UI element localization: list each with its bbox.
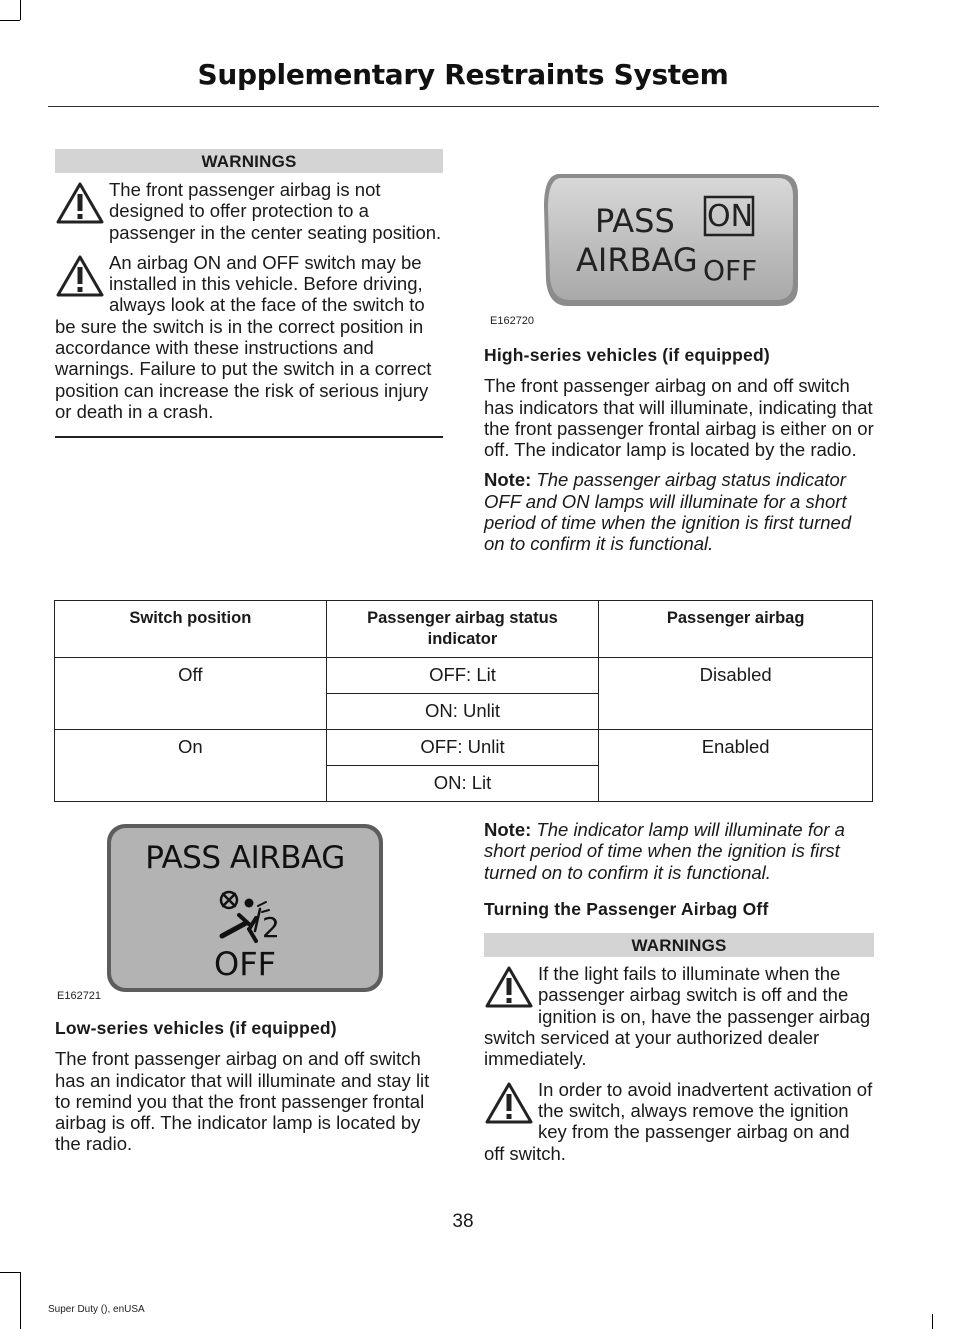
switch-panel-graphic bbox=[540, 170, 802, 310]
table-header-cell: Passenger airbag bbox=[599, 601, 873, 658]
section-heading: Low-series vehicles (if equipped) bbox=[55, 1018, 337, 1038]
table-cell: Off bbox=[55, 658, 327, 730]
note-paragraph bbox=[484, 469, 874, 554]
airbag-label: AIRBAG bbox=[576, 241, 698, 279]
body-text: The front passenger airbag on and off switch has indicators that will illuminate, indicating that the front passenger frontal airbag is either on or off. The indicator lamp is located by the radio. bbox=[484, 375, 874, 461]
note-text: The passenger airbag status indicator OFF and ON lamps will illuminate for a short period of time when the ignition is first turned on to confirm it is functional. bbox=[484, 469, 852, 555]
on-indicator-label: ON bbox=[707, 199, 754, 234]
warning-triangle-icon bbox=[55, 181, 105, 225]
table-header-row bbox=[55, 601, 873, 658]
note-text: The indicator lamp will illuminate for a short period of time when the ignition is first turned on to confirm it is functional. bbox=[484, 819, 845, 883]
table-header-cell: Passenger airbag status indicator bbox=[326, 601, 599, 658]
seat-number-label: 2 bbox=[262, 911, 280, 944]
left-warnings-box bbox=[55, 149, 443, 438]
table-cell: ON: Lit bbox=[326, 766, 599, 802]
warning-text: In order to avoid inadvertent activation of the switch, always remove the ignition key from the passenger airbag on and off switch. bbox=[484, 1078, 873, 1164]
warning-item bbox=[55, 252, 443, 422]
crop-mark bbox=[0, 1272, 20, 1273]
off-indicator-label: OFF bbox=[703, 254, 758, 287]
warning-triangle-icon bbox=[484, 965, 534, 1009]
note-label: Note: bbox=[484, 819, 532, 840]
table-header-cell: Switch position bbox=[55, 601, 327, 658]
warning-text: The front passenger airbag is not designed to offer protection to a passenger in the center seating position. bbox=[109, 179, 442, 243]
pass-airbag-indicator-image bbox=[106, 823, 384, 993]
low-series-section bbox=[55, 1018, 447, 1155]
pass-airbag-label: PASS AIRBAG bbox=[145, 840, 345, 876]
table-cell: ON: Unlit bbox=[326, 694, 599, 730]
warning-triangle-icon bbox=[55, 254, 105, 298]
crop-mark bbox=[20, 1272, 21, 1329]
table-row bbox=[55, 658, 873, 694]
footer-text: Super Duty (), enUSA bbox=[48, 1304, 145, 1315]
warning-text: An airbag ON and OFF switch may be installed in this vehicle. Before driving, always look at the face of the switch to be sure the switch is in the correct position in accordance with these instructions and warnings. Failure to put the switch in a correct position can increase the risk of serious injury or death in a crash. bbox=[55, 251, 432, 422]
header-divider bbox=[48, 106, 879, 107]
pass-airbag-switch-image bbox=[540, 170, 802, 310]
off-label: OFF bbox=[214, 945, 276, 983]
warning-text: If the light fails to illuminate when the passenger airbag switch is off and the ignition is on, have the passenger airbag switch serviced at your authorized dealer immediately. bbox=[484, 963, 871, 1070]
warning-item bbox=[484, 1079, 874, 1164]
table-row bbox=[55, 730, 873, 766]
right-lower-section bbox=[484, 819, 874, 1164]
image-code: E162720 bbox=[490, 315, 535, 327]
airbag-status-table bbox=[54, 600, 873, 802]
table-cell: On bbox=[55, 730, 327, 802]
note-label: Note: bbox=[484, 469, 532, 491]
page-number: 38 bbox=[452, 1211, 474, 1232]
warnings-heading: WARNINGS bbox=[484, 933, 874, 957]
warning-triangle-icon bbox=[484, 1081, 534, 1125]
table-cell: OFF: Unlit bbox=[326, 730, 599, 766]
table-cell: Disabled bbox=[599, 658, 873, 730]
warning-item bbox=[55, 179, 443, 243]
table-cell: Enabled bbox=[599, 730, 873, 802]
pass-label: PASS bbox=[595, 202, 675, 240]
image-code: E162721 bbox=[57, 990, 102, 1002]
page-title: Supplementary Restraints System bbox=[197, 58, 729, 91]
crop-mark bbox=[932, 1314, 933, 1329]
crop-mark bbox=[20, 0, 21, 20]
section-heading: Turning the Passenger Airbag Off bbox=[484, 898, 769, 919]
warning-item bbox=[484, 963, 874, 1069]
warnings-end-rule bbox=[55, 436, 443, 438]
body-text: The front passenger airbag on and off switch has an indicator that will illuminate and stay lit to remind you that the front passenger frontal airbag is off. The indicator lamp is located by the radio. bbox=[55, 1048, 430, 1155]
table-cell: OFF: Lit bbox=[326, 658, 599, 694]
note-paragraph bbox=[484, 819, 874, 883]
high-series-section bbox=[484, 345, 874, 555]
crop-mark bbox=[0, 20, 20, 21]
warnings-heading: WARNINGS bbox=[55, 149, 443, 173]
section-heading: High-series vehicles (if equipped) bbox=[484, 345, 770, 365]
